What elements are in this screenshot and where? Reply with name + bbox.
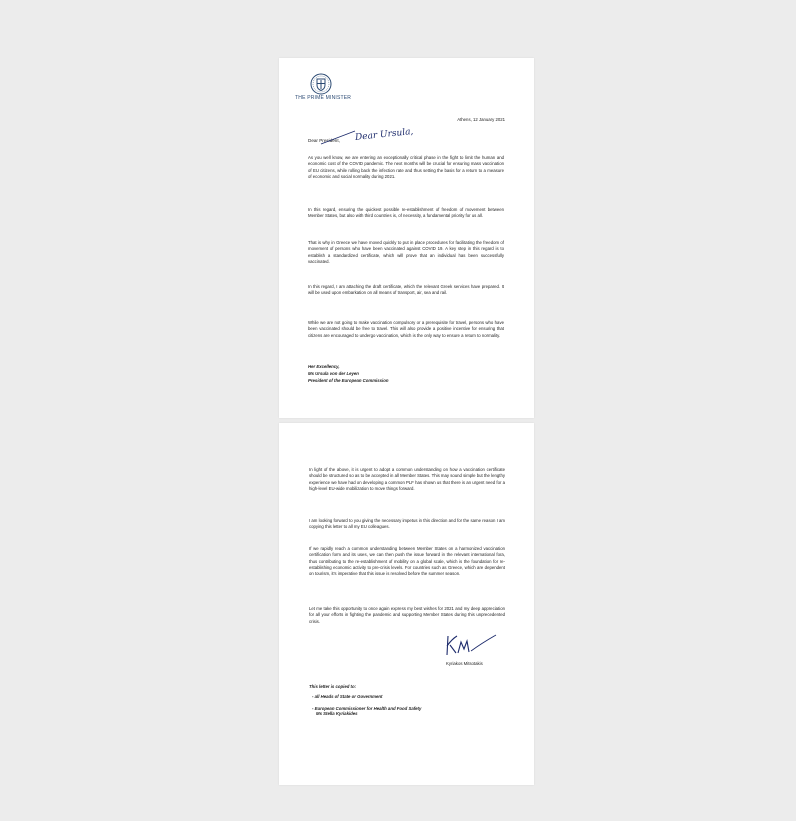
letter-date: Athens, 12 January 2021 [457,117,505,122]
paragraph: As you well know, we are entering an exceptionally critical phase in the fight to limit the human and economic cost of the COVID pandemic. The next months will be crucial for ensuring mass vaccination of EU citizens, while rolling back the infection rate and thus setting the basis for a return to a measure of economic and social normality during 2021. [308,155,504,179]
copied-to-item: Ms Stella Kyriakides [316,711,358,716]
printed-salutation: Dear President, [308,138,340,143]
paragraph: That is why in Greece we have moved quickly to put in place procedures for facilitating the freedom of movement of persons who have been vaccinated against COVID 19. A key step in this regard is to establish a standardized certificate, which will prove that an individual has been successfully vaccinated. [308,240,504,264]
paragraph: In light of the above, it is urgent to adopt a common understanding on how a vaccination certificate should be structured so as to be accepted in all Member States. This may sound simple but the lengthy experience we have had on developing a common PLF has shown us that there is an urgent need for a high-level EU-wide mobilization to move things forward. [309,467,505,491]
letter-page-1 [279,58,534,418]
addressee-title: President of the European Commission [308,378,389,383]
copied-to-item: - European Commissioner for Health and Food Safety [312,706,422,711]
office-title: THE PRIME MINISTER [295,95,352,101]
handwritten-signature [444,631,499,661]
paragraph: I am looking forward to you giving the necessary impetus in this direction and for the same reason I am copying this letter to all my EU colleagues. [309,518,505,530]
paragraph: Let me take this opportunity to once again express my best wishes for 2021 and my deep appreciation for all your efforts in fighting the pandemic and supporting Member States during this unprecedented crisis. [309,606,505,624]
signer-name: Kyriakos Mitsotakis [446,661,483,666]
copied-to-item: - all Heads of State or Government [312,694,383,699]
letter-page-2 [279,423,534,785]
paragraph: In this regard, I am attaching the draft certificate, which the relevant Greek services have prepared. It will be used upon embarkation on all means of transport, air, sea and rail. [308,284,504,296]
strikethrough-mark [319,129,359,147]
paragraph: If we rapidly reach a common understanding between Member States on a harmonized vaccination certification form and its uses, we can then push the issue forward in the relevant international fora, thus contributing to the re-establishment of mobility on a global scale, which is the foundation for re-establishing economic activity to pre-crisis levels. For countries such as Greece, which are dependent on tourism, it's imperative that this issue is resolved before the summer season. [309,546,505,577]
addressee-line: Her Excellency, [308,364,340,369]
paragraph: While we are not going to make vaccination compulsory or a prerequisite for travel, persons who have been vaccinated should be free to travel. This will also provide a positive incentive for ensuring that citizens are encouraged to undergo vaccination, which is the only way to ensure a return to normality. [308,320,504,338]
handwritten-salutation: Dear Ursula, [354,126,414,144]
copied-to-heading: This letter is copied to: [309,684,357,689]
greek-coat-of-arms-icon [310,73,332,95]
paragraph: In this regard, ensuring the quickest possible re-establishment of freedom of movement between Member States, but also with third countries is, of necessity, a fundamental priority for us all. [308,207,504,219]
addressee-name: Ms Ursula von der Leyen [308,371,359,376]
